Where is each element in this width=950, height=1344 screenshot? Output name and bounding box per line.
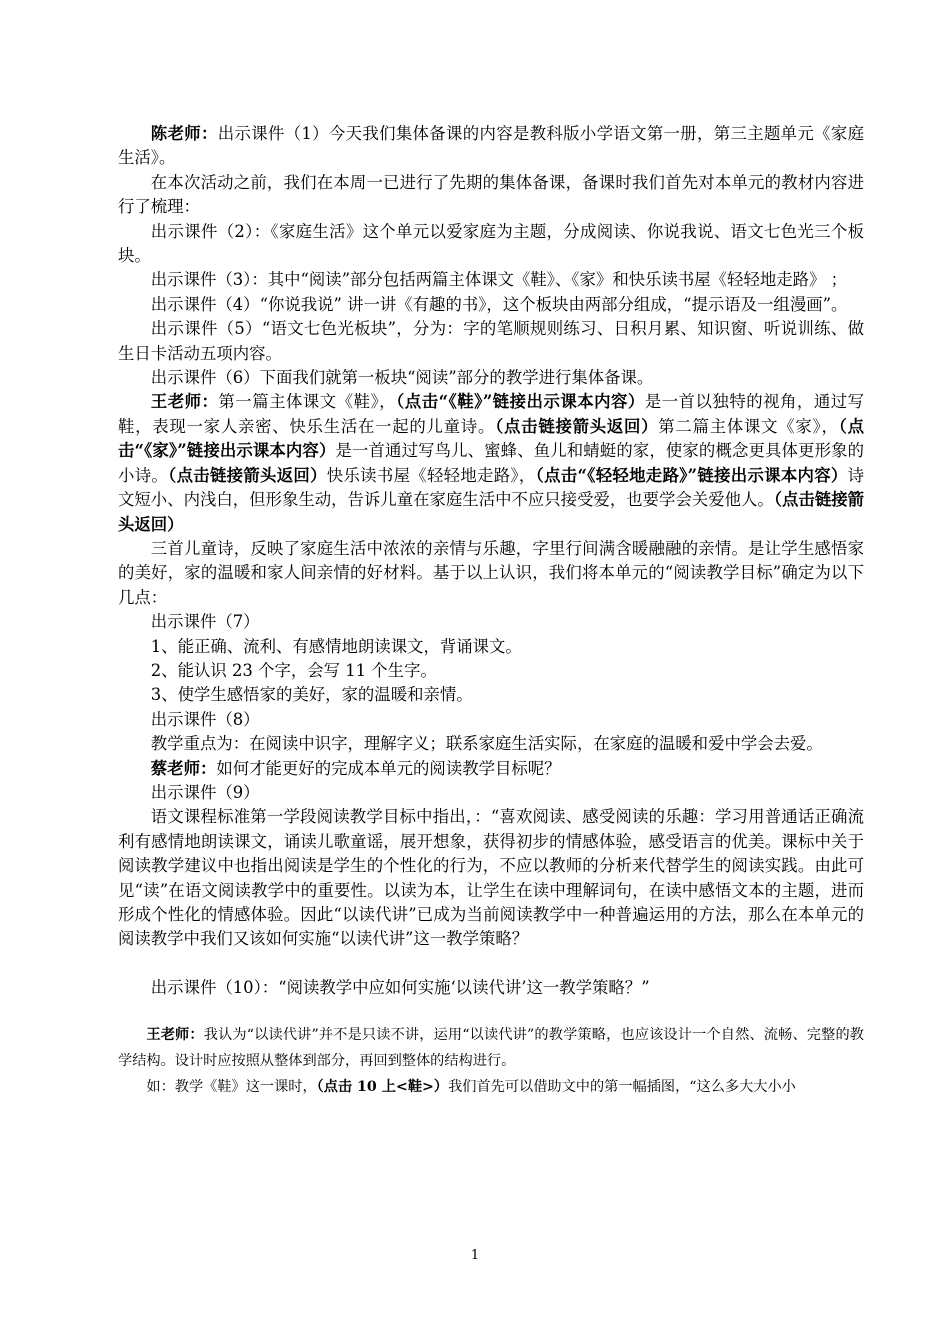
paragraph-15: 语文课程标准第一学段阅读教学目标中指出，：“喜欢阅读、感受阅读的乐趣：学习用普通话正确流利有感情地朗读课文，诵读儿歌童谣，展开想象，获得初步的情感体验，感受语言的优美。课标中关于阅读教学建议中也指出阅读是学生的个性化的行为，不应以教师的分析来代替学生的阅读实践。由此可见“读”在语文阅读教学中的重要性。以读为本，让学生在读中理解词句，在读中感悟文本的主题，进而形成个性化的情感体验。因此“以读代讲”已成为当前阅读教学中一种普遍运用的方法，那么在本单元的阅读教学中我们又该如何实施“以读代讲”这一教学策略？: [118, 807, 864, 949]
blank-line: [118, 1000, 864, 1022]
paragraph-3: 出示课件（2）：《家庭生活》这个单元以爱家庭为主题，分成阅读、你说我说、语文七色光三个板块。: [118, 221, 864, 266]
paragraph-10: 出示课件（7）: [150, 612, 260, 632]
paragraph-11: 出示课件（8）: [150, 709, 260, 729]
paragraph-9: 三首儿童诗，反映了家庭生活中浓浓的亲情与乐趣，字里行间满含暖融融的亲情。是让学生感悟家的美好，家的温暖和家人间亲情的好材料。基于以上认识，我们将本单元的“阅读教学目标”确定为以下几点：: [118, 538, 864, 607]
speaker-colon: ：: [201, 124, 218, 143]
paragraph-1: [118, 122, 864, 171]
paragraph-text: 第一篇主体课文《鞋》，: [218, 392, 397, 412]
paragraph-16: 出示课件（10）：“阅读教学中应如何实施‘以读代讲’这一教学策略？”: [150, 977, 650, 997]
paragraph-text: 诗文短小、内浅白，但形象生动，告诉儿童在家庭生活中不应只接受爱，也要学会关爱他人。: [118, 465, 864, 510]
document-body: [118, 122, 864, 1100]
paragraph-14: 出示课件（9）: [150, 782, 260, 802]
speaker-colon: ：: [199, 758, 217, 778]
speaker-colon: ：: [201, 392, 219, 412]
speaker-name: 王老师: [146, 1027, 190, 1044]
goal-item: 3、使学生感悟家的美好，家的温暖和亲情。: [150, 685, 473, 705]
paragraph-text: 我们首先可以借助文中的第一幅插图，“这么多大大小小: [448, 1079, 796, 1096]
paragraph-text: 第二篇主体课文《家》，: [658, 416, 839, 436]
goal-item: 2、能认识 23 个字，会写 11 个生字。: [150, 660, 437, 680]
paragraph-text: 快乐读书屋《轻轻地走路》，: [326, 465, 536, 485]
speaker-name: 陈老师: [150, 124, 201, 143]
paragraph-17: [118, 1022, 864, 1074]
goal-item: 1、能正确、流利、有感情地朗读课文，背诵课文。: [150, 636, 522, 656]
paragraph-18: [118, 1074, 864, 1100]
link-instruction: （点击“《轻轻地走路》”链接出示课本内容）: [535, 465, 848, 485]
paragraph-6: 出示课件（5）“语文七色光板块”，分为：字的笔顺规则练习、日积月累、知识窗、听说训练、做生日卡活动五项内容。: [118, 319, 864, 363]
paragraph-2: 在本次活动之前，我们在本周一已进行了先期的集体备课，备课时我们首先对本单元的教材内容进行了梳理：: [118, 172, 864, 217]
paragraph-4: 出示课件（3）：其中“阅读”部分包括两篇主体课文《鞋》、《家》和快乐读书屋《轻轻地走路》 ；: [150, 270, 847, 290]
link-instruction: （点击 10 上<鞋>）: [316, 1079, 449, 1096]
paragraph-text: 是一首通过写鸟儿、蜜蜂、鱼儿和蜻蜓的家，使家的概念更具体更形象的小诗。: [118, 441, 864, 485]
speaker-name: 王老师: [150, 392, 202, 412]
paragraph-text: 如何才能更好的完成本单元的阅读教学目标呢？: [216, 758, 561, 778]
blank-line: [118, 952, 864, 976]
link-instruction: （点击“《鞋》”链接出示课本内容）: [396, 392, 645, 412]
link-instruction: （点击链接箭头返回）: [118, 490, 864, 534]
paragraph-5: 出示课件（4）“你说我说” 讲一讲《有趣的书》，这个板块由两部分组成，“提示语及一组漫画”。: [150, 294, 848, 314]
paragraph-12: 教学重点为：在阅读中识字，理解字义；联系家庭生活实际，在家庭的温暖和爱中学会去爱。: [150, 734, 823, 754]
paragraph-text: 是一首以独特的视角，通过写鞋，表现一家人亲密、快乐生活在一起的儿童诗。: [118, 392, 865, 436]
link-instruction: （点击链接箭头返回）: [495, 416, 659, 436]
paragraph-7: 出示课件（6）下面我们就第一板块“阅读”部分的教学进行集体备课。: [150, 368, 654, 388]
paragraph-8: [118, 390, 864, 536]
link-instruction: （点击链接箭头返回）: [168, 465, 327, 485]
paragraph-text: 出示课件（1）今天我们集体备课的内容是教科版小学语文第一册，第三主题单元《家庭生活》。: [118, 124, 864, 168]
paragraph-text: 我认为“以读代讲”并不是只读不讲，运用“以读代讲”的教学策略，也应该设计一个自然、流畅、完整的教学结构。设计时应按照从整体到部分，再回到整体的结构进行。: [118, 1027, 864, 1070]
page-number: 1: [470, 1248, 480, 1263]
paragraph-text: 如：教学《鞋》这一课时，: [146, 1079, 317, 1096]
speaker-colon: ：: [189, 1027, 204, 1044]
paragraph-13: [118, 757, 864, 781]
link-instruction: （点击“《家》”链接出示课本内容）: [118, 416, 864, 461]
speaker-name: 蔡老师: [150, 758, 200, 778]
